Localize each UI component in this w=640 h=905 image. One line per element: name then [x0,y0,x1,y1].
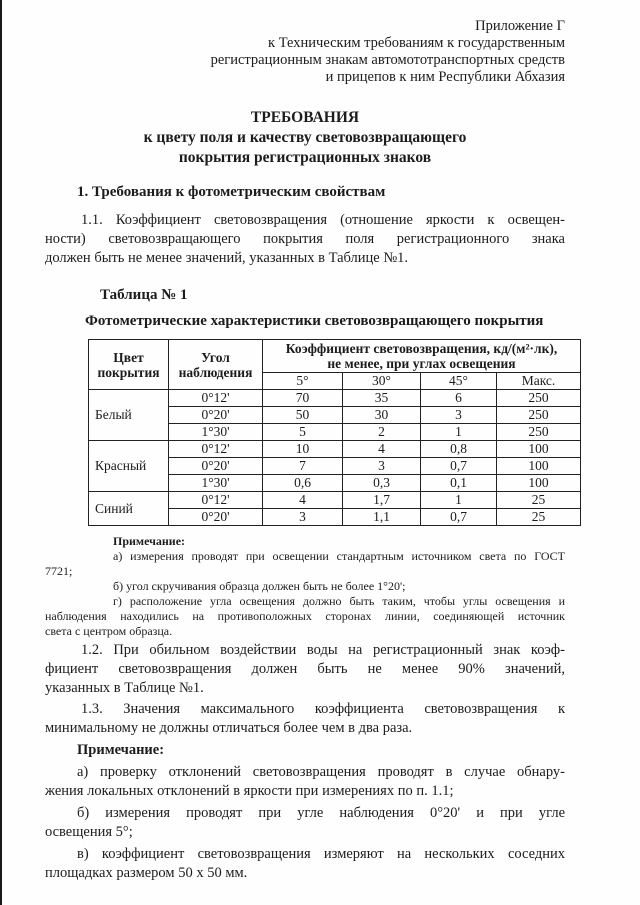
note-item-line: а) проверку отклонений световозвращения проводят в случае обнару- [77,764,565,780]
coefficient-value-cell: 0,7 [421,458,497,475]
coefficient-value-cell: 0,1 [421,475,497,492]
note-item-v [45,845,565,883]
header-line: и прицепов к ним Республики Абхазия [325,69,565,85]
coefficient-value-cell: 5 [263,424,343,441]
coefficient-value-cell: 3 [263,509,343,526]
observation-angle-cell: 1°30' [169,424,263,441]
coefficient-value-cell: 1 [421,492,497,509]
document-header [45,18,565,86]
paragraph-line: 1.2. При обильном воздействии воды на регистрационный знак коэф- [81,642,565,658]
coefficient-value-cell: 0,7 [421,509,497,526]
paragraph-1-3 [45,700,565,738]
coefficient-value-cell: 30 [343,407,421,424]
color-name-cell: Красный [89,441,169,492]
max-value-cell: 25 [497,492,581,509]
scan-edge-line [0,0,2,905]
coefficient-value-cell: 3 [343,458,421,475]
coefficient-value-cell: 4 [343,441,421,458]
coefficient-value-cell: 50 [263,407,343,424]
note-item-line: б) измерения проводят при угле наблюдения 0°20' и при угле [77,805,565,821]
note-item-line: в) коэффициент световозвращения измеряют на нескольких соседних [77,846,565,862]
paragraph-line: ности) световозвращающего покрытия поля регистрационного знака [45,231,565,247]
angle-header-cell: Угол наблюдения [169,340,263,390]
max-value-cell: 250 [497,390,581,407]
photometric-table [88,339,581,526]
note-block-1 [45,534,565,639]
coefficient-value-cell: 0,3 [343,475,421,492]
note-item-a [45,763,565,801]
coefficient-value-cell: 7 [263,458,343,475]
coefficient-value-cell: 10 [263,441,343,458]
header-line-appendix: Приложение Г [475,18,565,34]
observation-angle-cell: 0°12' [169,390,263,407]
table-caption: Таблица № 1 [100,287,188,303]
note-item-line: жения локальных отклонений в яркости при измерениях по п. 1.1; [45,783,454,799]
table-row [89,492,581,509]
note-item-b: б) угол скручивания образца должен быть не более 1°20'; [113,579,406,593]
note-item-line: площадках размером 50 х 50 мм. [45,865,248,881]
coefficient-header-line: не менее, при углах освещения [327,356,516,371]
illumination-angle-header: 45° [421,373,497,390]
illumination-angle-header: 5° [263,373,343,390]
section-1-heading: 1. Требования к фотометрическим свойствам [77,184,386,200]
observation-angle-cell: 0°12' [169,492,263,509]
coefficient-value-cell: 4 [263,492,343,509]
note-label: Примечание: [77,742,165,758]
observation-angle-cell: 0°20' [169,407,263,424]
coefficient-value-cell: 70 [263,390,343,407]
paragraph-line: 1.3. Значения максимального коэффициента световозвращения к [81,701,565,717]
note-item-g-line: света с центром образца. [45,624,173,638]
title-line: ТРЕБОВАНИЯ [250,109,360,126]
coefficient-value-cell: 35 [343,390,421,407]
table-subcaption: Фотометрические характеристики световозвращающего покрытия [85,313,544,329]
illumination-angle-header: 30° [343,373,421,390]
max-value-cell: 100 [497,458,581,475]
coefficient-value-cell: 1,7 [343,492,421,509]
observation-angle-cell: 0°20' [169,509,263,526]
max-value-cell: 25 [497,509,581,526]
max-header: Макс. [497,373,581,390]
max-value-cell: 100 [497,475,581,492]
coefficient-value-cell: 1,1 [343,509,421,526]
observation-angle-cell: 0°20' [169,458,263,475]
note-label: Примечание: [113,534,186,548]
coefficient-value-cell: 3 [421,407,497,424]
coefficient-value-cell: 1 [421,424,497,441]
paragraph-line: фициент световозвращения должен быть не менее 90% значений, [45,661,565,677]
note-item-a-line: а) измерения проводят при освещении стандартным источником света по ГОСТ [113,549,565,563]
paragraph-line: указанных в Таблице №1. [45,680,204,696]
table-row [89,390,581,407]
max-value-cell: 100 [497,441,581,458]
note-item-g-line: наблюдения находились на противоположных сторонах линии, соединяющей источник [45,609,565,623]
max-value-cell: 250 [497,407,581,424]
note-item-b [45,804,565,842]
paragraph-1-2 [45,641,565,698]
document-title [45,108,565,168]
max-value-cell: 250 [497,424,581,441]
color-name-cell: Белый [89,390,169,441]
note-item-a-line: 7721; [45,564,73,578]
color-header-cell: Цвет покрытия [89,340,169,390]
paragraph-line: 1.1. Коэффициент световозвращения (отношение яркости к освещен- [81,212,565,228]
paragraph-line: должен быть не менее значений, указанных в Таблице №1. [45,250,409,266]
color-name-cell: Синий [89,492,169,526]
header-line: к Техническим требованиям к государственным [268,35,565,51]
paragraph-1-1 [45,211,565,268]
table-header-row [89,340,581,373]
coefficient-value-cell: 0,8 [421,441,497,458]
coefficient-value-cell: 0,6 [263,475,343,492]
table-row [89,441,581,458]
coefficient-header-line: Коэффициент световозвращения, кд/(м²·лк), [285,341,558,356]
note-item-g-line: г) расположение угла освещения должно быть таким, чтобы углы освещения и [113,594,565,608]
note-item-line: освещения 5°; [45,824,133,840]
header-line: регистрационным знакам автомототранспортных средств [210,52,565,68]
paragraph-line: минимальному не должны отличаться более чем в два раза. [45,720,413,736]
coefficient-value-cell: 6 [421,390,497,407]
coefficient-header-cell [263,340,581,373]
title-line: покрытия регистрационных знаков [178,149,432,166]
title-line: к цвету поля и качеству световозвращающего [143,129,467,146]
observation-angle-cell: 0°12' [169,441,263,458]
observation-angle-cell: 1°30' [169,475,263,492]
coefficient-value-cell: 2 [343,424,421,441]
